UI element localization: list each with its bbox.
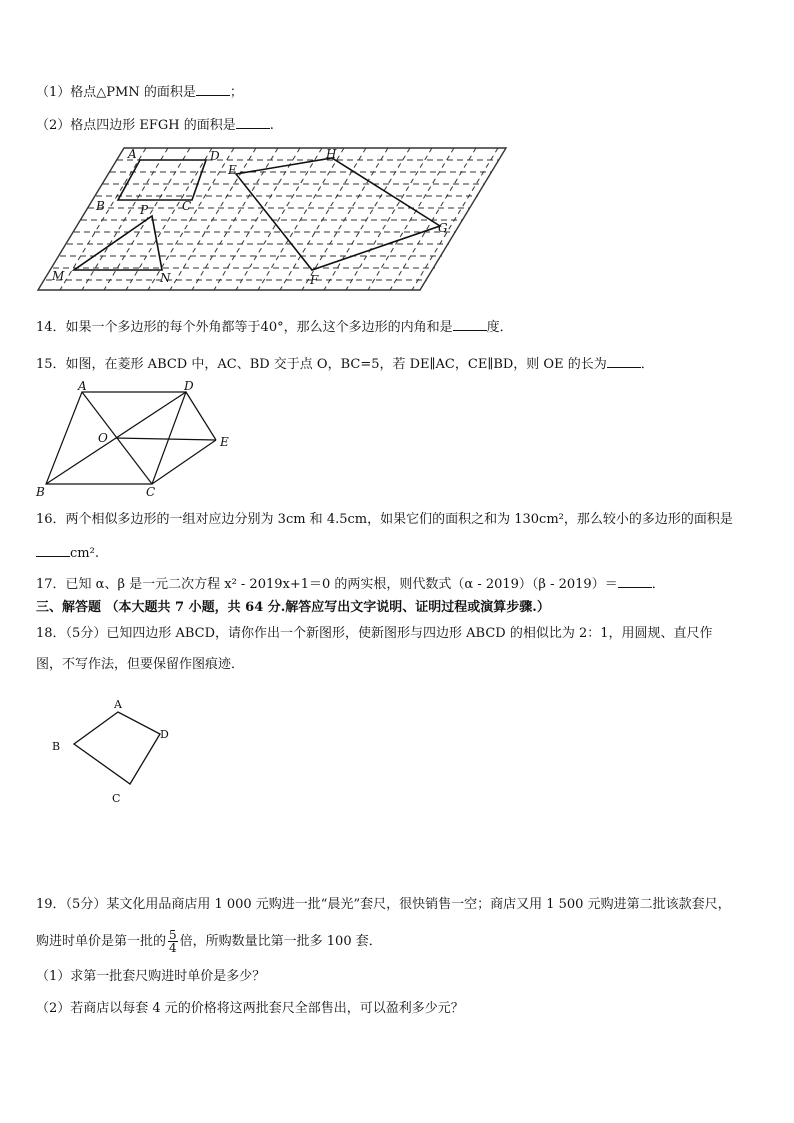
segment-ce [152,440,216,484]
label-G: G [438,221,448,235]
q17: 17．已知 α、β 是一元二次方程 x² - 2019x+1＝0 的两实根，则代数式（α - 2019）（β - 2019）＝ ． [36,577,665,592]
label-E: E [228,163,237,177]
q19-line2: 购进时单价是第一批的 $\frac{5}{4}$ 倍，所购数量比第一批多 100 套． [36,928,382,955]
answer-blank [618,575,652,588]
q13-part1: （1）格点△PMN 的面积是 ； [36,85,243,100]
label-C: C [146,485,156,499]
quadrilateral-figure [48,694,188,808]
quadrilateral-abcd [74,712,160,784]
label-A: A [78,380,87,393]
q18-line1: 18．（5分）已知四边形 ABCD，请你作出一个新图形，使新图形与四边形 ABCD 的相似比为 2：1，用圆规、直尺作 [36,626,713,641]
q13-part2: （2）格点四边形 EFGH 的面积是 . [36,118,274,133]
q16-answer: cm². [36,544,99,562]
label-B: B [52,740,61,753]
section-heading: 三、解答题 （本大题共 7 小题，共 64 分.解答应写出文字说明、证明过程或演算步骤.） [36,600,550,615]
label-C: C [112,792,121,805]
answer-blank [36,544,70,557]
label-C: C [182,199,192,213]
fraction: $\frac{5}{4}$ [169,928,177,955]
label-P: P [140,203,149,217]
label-M: M [52,269,65,283]
segment-oe [116,438,216,440]
quadrilateral-efgh [236,158,440,270]
label-A: A [114,698,122,711]
label-N: N [160,271,171,285]
label-B: B [36,485,45,499]
segment-de [186,392,216,440]
label-O: O [98,431,108,445]
grid-figure [36,140,516,300]
label-B: B [96,199,105,213]
label-D: D [210,149,220,163]
label-D: D [184,380,194,393]
label-E: E [220,435,229,449]
q15: 15．如图，在菱形 ABCD 中，AC、BD 交于点 O，BC=5，若 DE∥AC，CE∥BD，则 OE 的长为 ． [36,357,654,372]
q19-sub2: （2）若商店以每套 4 元的价格将这两批套尺全部售出，可以盈利多少元？ [36,1001,464,1016]
q18-line2: 图，不写作法，但要保留作图痕迹． [36,657,245,672]
q19-sub1: （1）求第一批套尺购进时单价是多少？ [36,969,266,984]
answer-blank [196,83,230,96]
label-F: F [310,273,319,287]
answer-blank [453,318,487,331]
answer-blank [607,355,641,368]
q14: 14．如果一个多边形的每个外角都等于40°，那么这个多边形的内角和是 度． [36,320,513,335]
label-H: H [326,147,337,161]
q19-line1: 19．（5分）某文化用品商店用 1 000 元购进一批“晨光”套尺，很快销售一空；商店又用 1 500 元购进第二批该款套尺， [36,897,731,912]
label-A: A [128,147,137,161]
label-D: D [160,728,169,741]
q16: 16．两个相似多边形的一组对应边分别为 3cm 和 4.5cm，如果它们的面积之和为 130cm²，那么较小的多边形的面积是 [36,512,733,527]
triangle-pmn [74,216,162,270]
answer-blank [236,116,270,129]
rhombus-figure [34,380,244,500]
